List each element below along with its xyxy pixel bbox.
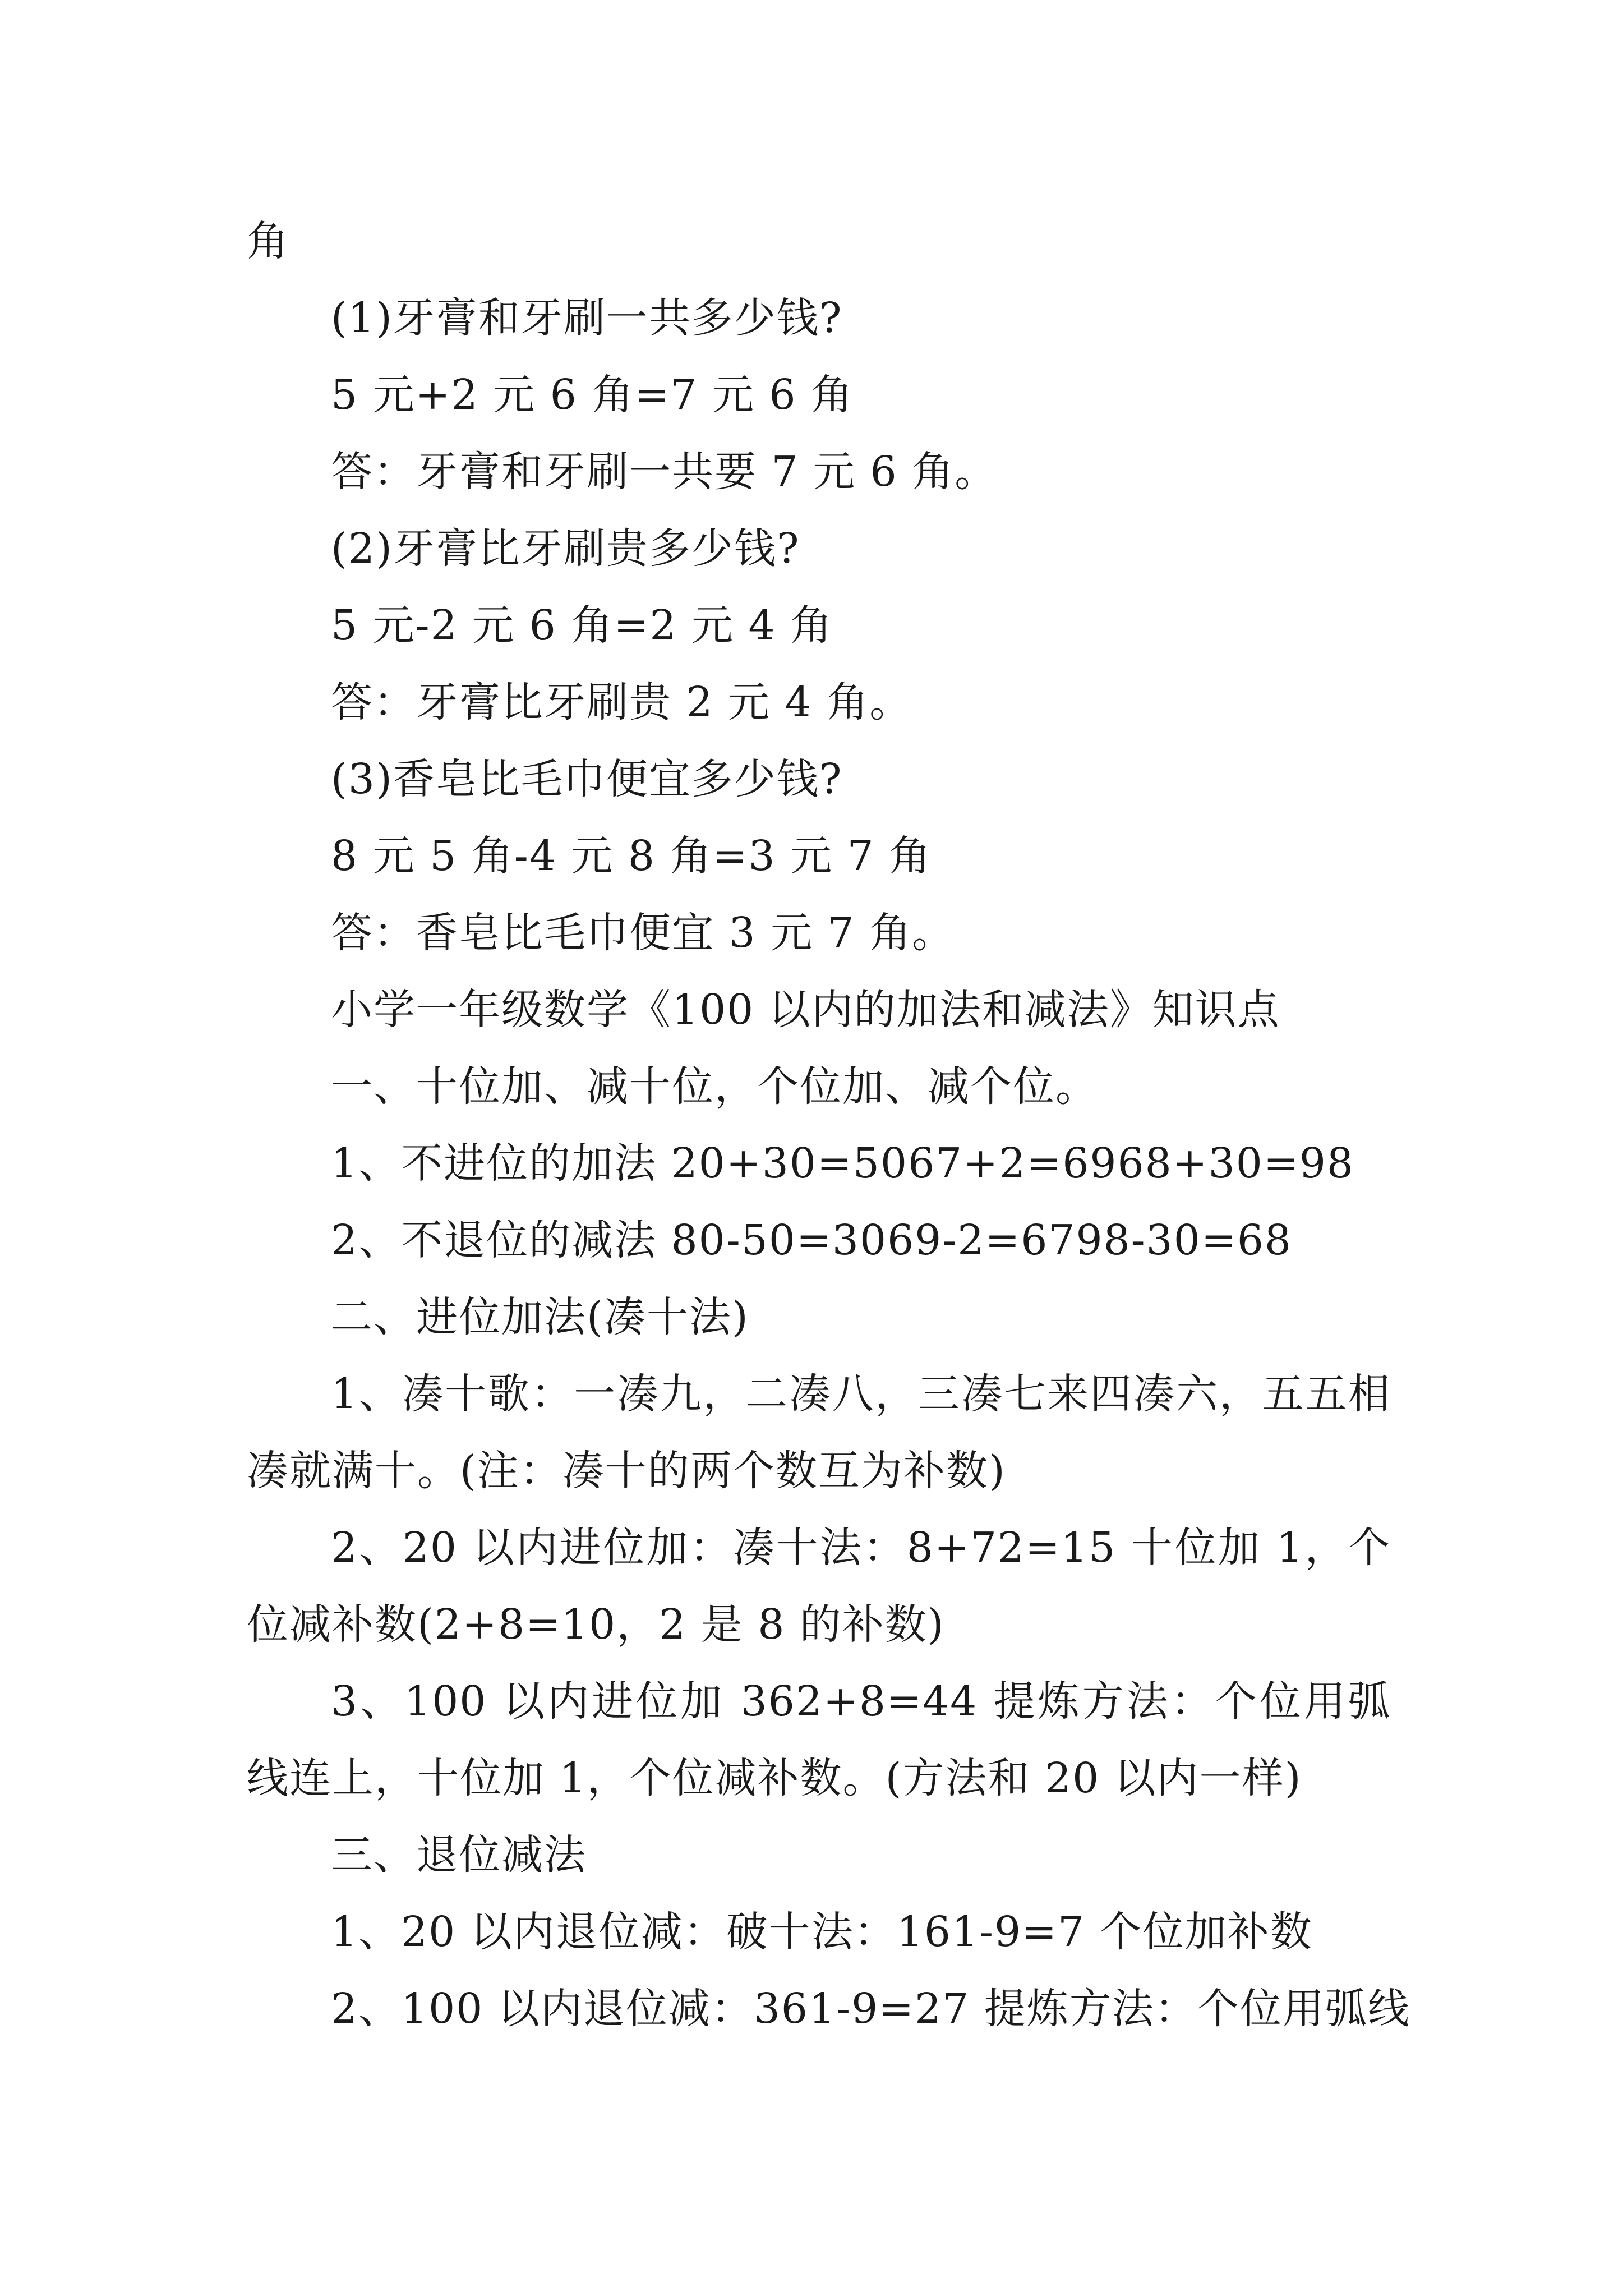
paragraph: 2、20 以内进位加：凑十法：8+72=15 十位加 1，个位减补数(2+8=10，2 是 8 的补数) (247, 1524, 1391, 1649)
list-item: 2、100 以内退位减：361-9=27 提炼方法：个位用弧线 (331, 1985, 1410, 2033)
heading-1: 一、十位加、减十位，个位加、减个位。 (331, 1062, 1098, 1111)
equation-2: 5 元-2 元 6 角=2 元 4 角 (331, 601, 833, 650)
question-2: (2)牙膏比牙刷贵多少钱? (331, 524, 800, 573)
document-body (247, 203, 1410, 2047)
heading-2: 二、进位加法(凑十法) (331, 1293, 749, 1341)
answer-2: 答：牙膏比牙刷贵 2 元 4 角。 (331, 678, 912, 726)
question-1: (1)牙膏和牙刷一共多少钱? (331, 294, 843, 342)
list-item: 2、不退位的减法 80-50=3069-2=6798-30=68 (331, 1216, 1293, 1264)
text-line: 角 (247, 217, 289, 265)
answer-3: 答：香皂比毛巾便宜 3 元 7 角。 (331, 909, 955, 957)
paragraph: 1、凑十歌：一凑九，二凑八，三凑七来四凑六，五五相凑就满十。(注：凑十的两个数互为补数) (247, 1370, 1391, 1495)
paragraph: 3、100 以内进位加 362+8=44 提炼方法：个位用弧线连上，十位加 1，个位减补数。(方法和 20 以内一样) (247, 1677, 1391, 1802)
heading-3: 三、退位减法 (331, 1831, 587, 1879)
list-item: 1、不进位的加法 20+30=5067+2=6968+30=98 (331, 1139, 1355, 1188)
section-title: 小学一年级数学《100 以内的加法和减法》知识点 (331, 986, 1280, 1034)
answer-1: 答：牙膏和牙刷一共要 7 元 6 角。 (331, 448, 998, 496)
question-3: (3)香皂比毛巾便宜多少钱? (331, 755, 843, 803)
list-item: 1、20 以内退位减：破十法：161-9=7 个位加补数 (331, 1908, 1313, 1956)
equation-1: 5 元+2 元 6 角=7 元 6 角 (331, 371, 854, 419)
equation-3: 8 元 5 角-4 元 8 角=3 元 7 角 (331, 832, 932, 880)
